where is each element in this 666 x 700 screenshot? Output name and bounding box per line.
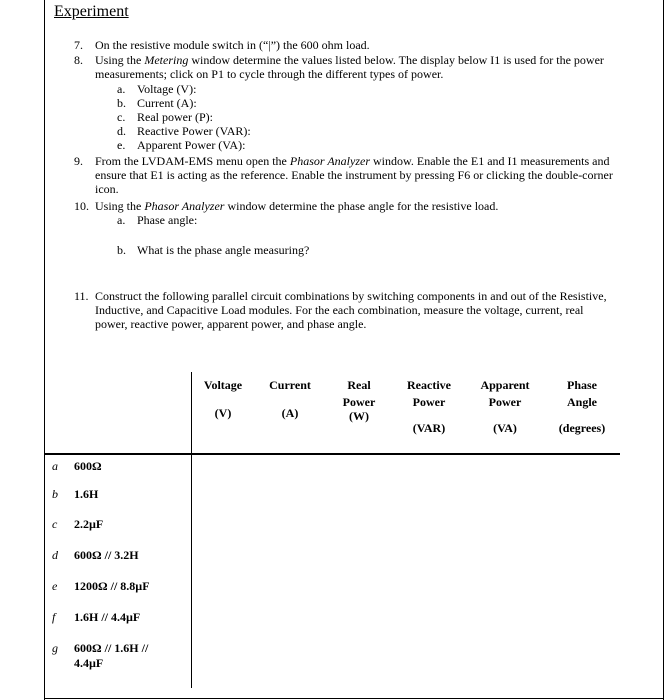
row-a-label: 600Ω xyxy=(74,459,102,473)
row-b-letter: b xyxy=(52,487,58,501)
step-8e-text: Apparent Power (VA): xyxy=(137,138,246,152)
col-header-phase-angle-l1: Phase xyxy=(567,378,597,392)
step-8b-letter: b. xyxy=(117,96,126,110)
col-header-apparent-power-l2: Power xyxy=(488,395,522,409)
metering-window-name: Metering xyxy=(144,53,189,67)
col-header-apparent-power xyxy=(465,378,545,435)
col-header-apparent-power-l1: Apparent xyxy=(480,378,530,392)
section-heading: Experiment xyxy=(54,3,129,20)
col-header-voltage-unit: (V) xyxy=(214,406,232,420)
table-header-divider xyxy=(44,453,620,455)
col-header-current-l2 xyxy=(250,392,330,406)
col-header-apparent-power-unit: (VA) xyxy=(493,421,517,435)
step-8d-letter: d. xyxy=(117,124,126,138)
col-header-real-power-l2: Power xyxy=(342,395,376,409)
step-10a-letter: a. xyxy=(117,213,126,227)
step-11-line-3: power, reactive power, apparent power, and phase angle. xyxy=(95,317,367,331)
page-border-bottom xyxy=(44,698,664,699)
step-8-line-2: measurements; click on P1 to cycle through the different types of power. xyxy=(95,67,444,81)
step-10b-letter: b. xyxy=(117,243,126,257)
step-8-line-1-a: Using the xyxy=(95,53,145,67)
step-7-text: On the resistive module switch in (“|”) the 600 ohm load. xyxy=(95,38,370,52)
step-9-line-2: ensure that E1 is acting as the reference. Enable the instrument by pressing F6 or clicking the double-corner xyxy=(95,168,613,182)
col-header-current-unit: (A) xyxy=(281,406,299,420)
step-10a-text: Phase angle: xyxy=(137,213,198,227)
step-8c-letter: c. xyxy=(117,110,126,124)
step-9-line-1-b: window. Enable the E1 and I1 measurements and xyxy=(370,154,610,168)
row-g-label: 600Ω // 1.6H // xyxy=(74,641,149,655)
step-8c-text: Real power (P): xyxy=(137,110,213,124)
step-9-line-1 xyxy=(95,154,609,168)
row-f-label: 1.6H // 4.4µF xyxy=(74,610,141,624)
step-11-line-2: Inductive, and Capacitive Load modules. For the each combination, measure the voltage, current, real xyxy=(95,303,584,317)
row-f-letter: f xyxy=(52,610,56,624)
step-7-number: 7. xyxy=(74,38,83,52)
col-header-real-power-unit: (W) xyxy=(349,409,369,423)
col-header-reactive-power-l1: Reactive xyxy=(407,378,451,392)
step-8-number: 8. xyxy=(74,53,83,67)
row-d-label: 600Ω // 3.2H xyxy=(74,548,139,562)
step-8b-text: Current (A): xyxy=(137,96,197,110)
row-e-label: 1200Ω // 8.8µF xyxy=(74,579,150,593)
step-8e-letter: e. xyxy=(117,138,126,152)
col-header-current xyxy=(250,378,330,420)
page-border-left xyxy=(44,0,45,700)
row-e-letter: e xyxy=(52,579,58,593)
row-g-label-line-2: 4.4µF xyxy=(74,656,104,670)
step-8d-text: Reactive Power (VAR): xyxy=(137,124,251,138)
step-10b-text: What is the phase angle measuring? xyxy=(137,243,310,257)
step-9-line-1-a: From the LVDAM-EMS menu open the xyxy=(95,154,290,168)
col-header-real-power-l1: Real xyxy=(347,378,371,392)
step-10-line-1 xyxy=(95,199,498,213)
step-11-number: 11. xyxy=(74,289,89,303)
step-8a-text: Voltage (V): xyxy=(137,82,197,96)
step-8a-letter: a. xyxy=(117,82,126,96)
step-11-line-1: Construct the following parallel circuit combinations by switching components in and out of the Resistive, xyxy=(95,289,607,303)
col-header-phase-angle-l2: Angle xyxy=(567,395,597,409)
col-header-phase-angle xyxy=(542,378,622,435)
row-b-label: 1.6H xyxy=(74,487,99,501)
row-c-letter: c xyxy=(52,517,58,531)
phasor-analyzer-name: Phasor Analyzer xyxy=(289,154,370,168)
step-8-line-1 xyxy=(95,53,604,67)
row-a-letter: a xyxy=(52,459,58,473)
step-10-line-1-b: window determine the phase angle for the resistive load. xyxy=(224,199,499,213)
step-8-line-1-b: window determine the values listed below. The display below I1 is used for the power xyxy=(188,53,604,67)
row-g-letter: g xyxy=(52,641,58,655)
step-9-line-3: icon. xyxy=(95,182,119,196)
step-9-number: 9. xyxy=(74,154,83,168)
step-10-number: 10. xyxy=(74,199,89,213)
col-header-reactive-power-l2: Power xyxy=(412,395,446,409)
col-header-reactive-power-unit: (VAR) xyxy=(412,421,446,435)
col-header-reactive-power xyxy=(389,378,469,435)
step-10-line-1-a: Using the xyxy=(95,199,145,213)
col-header-real-power xyxy=(319,378,399,423)
col-header-phase-angle-unit: (degrees) xyxy=(558,421,606,435)
page-border-right xyxy=(663,0,664,700)
row-c-label: 2.2µF xyxy=(74,517,104,531)
col-header-voltage-l1: Voltage xyxy=(203,378,243,392)
phasor-analyzer-name-2: Phasor Analyzer xyxy=(144,199,225,213)
row-d-letter: d xyxy=(52,548,58,562)
col-header-current-l1: Current xyxy=(269,378,311,392)
